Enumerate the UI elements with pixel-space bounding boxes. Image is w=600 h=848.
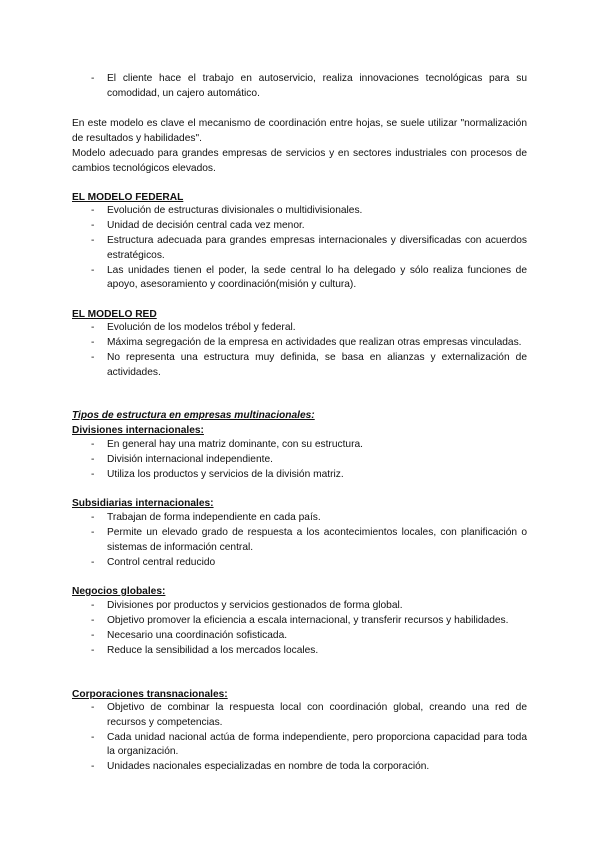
list-item	[72, 321, 527, 336]
list-item-text: Utiliza los productos y servicios de la división matriz.	[107, 468, 344, 480]
dash-bullet: -	[91, 526, 95, 538]
dash-bullet: -	[91, 614, 95, 626]
dash-bullet: -	[91, 761, 95, 773]
list-item	[72, 599, 527, 614]
list-item-text: Divisiones por productos y servicios gestionados de forma global.	[107, 600, 403, 611]
list-item-text: Necesario una coordinación sofisticada.	[107, 629, 288, 641]
dash-bullet: -	[91, 73, 95, 84]
divisiones-list	[0, 438, 600, 483]
list-item	[72, 760, 527, 775]
heading-subsidiarias: Subsidiarias internacionales:	[72, 498, 214, 509]
list-item	[72, 701, 527, 730]
list-item-text: Objetivo de combinar la respuesta local con coordinación global, creando una red de recursos y competencias.	[107, 702, 527, 728]
list-item-text: Evolución de los modelos trébol y federal.	[107, 322, 296, 333]
dash-bullet: -	[91, 219, 95, 231]
federal-list	[0, 204, 600, 293]
list-item	[72, 526, 527, 555]
dash-bullet: -	[91, 468, 95, 480]
list-item-text: Unidades nacionales especializadas en nombre de toda la corporación.	[107, 761, 430, 773]
list-item	[72, 468, 527, 483]
list-item	[72, 453, 527, 468]
negocios-list	[0, 599, 600, 659]
heading-tipos-multinacionales: Tipos de estructura en empresas multinacionales:	[72, 410, 315, 421]
list-item	[72, 351, 527, 380]
heading-corporaciones: Corporaciones transnacionales:	[72, 689, 228, 700]
list-item-text: Trabajan de forma independiente en cada país.	[107, 512, 321, 523]
dash-bullet: -	[91, 512, 95, 523]
list-item	[72, 219, 527, 234]
dash-bullet: -	[91, 702, 95, 713]
list-item	[72, 234, 527, 263]
dash-bullet: -	[91, 351, 95, 363]
list-item	[72, 204, 527, 219]
list-item-text: Cada unidad nacional actúa de forma independiente, pero proporciona capacidad para toda la organización.	[107, 731, 527, 758]
red-list	[0, 321, 600, 381]
dash-bullet: -	[91, 731, 95, 743]
dash-bullet: -	[91, 644, 95, 656]
dash-bullet: -	[91, 322, 95, 333]
subsidiarias-list	[0, 511, 600, 571]
list-item	[72, 511, 527, 526]
list-item-text: Evolución de estructuras divisionales o multidivisionales.	[107, 205, 363, 216]
list-item-text: Unidad de decisión central cada vez menor.	[107, 219, 305, 231]
list-item	[72, 556, 527, 571]
corporaciones-list	[0, 701, 600, 775]
list-item	[72, 731, 527, 760]
list-item	[72, 264, 527, 293]
heading-divisiones: Divisiones internacionales:	[72, 425, 204, 436]
heading-modelo-red: EL MODELO RED	[72, 309, 157, 320]
list-item-text: Reduce la sensibilidad a los mercados locales.	[107, 644, 319, 656]
list-item-text: No representa una estructura muy definida, se basa en alianzas y externalización de actividades.	[107, 351, 527, 378]
dash-bullet: -	[91, 556, 95, 568]
dash-bullet: -	[91, 234, 95, 246]
dash-bullet: -	[91, 205, 95, 216]
list-item-text: En general hay una matriz dominante, con su estructura.	[107, 439, 363, 450]
list-item	[72, 336, 527, 351]
dash-bullet: -	[91, 629, 95, 641]
dash-bullet: -	[91, 453, 95, 465]
list-item-text: Máxima segregación de la empresa en actividades que realizan otras empresas vinculadas.	[107, 336, 522, 348]
list-item-text: Estructura adecuada para grandes empresas internacionales y diversificadas con acuerdos estratégicos.	[107, 234, 527, 261]
dash-bullet: -	[91, 336, 95, 348]
list-item	[72, 438, 527, 453]
list-item-text: Permite un elevado grado de respuesta a los acontecimientos locales, con planificación o sistemas de información central.	[107, 526, 527, 553]
list-item-text: Control central reducido	[107, 556, 216, 568]
heading-negocios-globales: Negocios globales:	[72, 586, 166, 597]
dash-bullet: -	[91, 264, 95, 276]
list-item-text: Objetivo promover la eficiencia a escala internacional, y transferir recursos y habilidades.	[107, 614, 509, 626]
list-item	[72, 644, 527, 659]
heading-modelo-federal: EL MODELO FEDERAL	[72, 192, 184, 203]
paragraph-modelo-adecuado: Modelo adecuado para grandes empresas de servicios y en sectores industriales con procesos de cambios tecnológicos elevados.	[72, 148, 527, 174]
list-item	[72, 72, 527, 101]
list-item-text: El cliente hace el trabajo en autoservicio, realiza innovaciones tecnológicas para su comodidad, un cajero automático.	[107, 73, 527, 99]
dash-bullet: -	[91, 439, 95, 450]
paragraph-coordinacion: En este modelo es clave el mecanismo de coordinación entre hojas, se suele utilizar "normalización de resultados y habilidades".	[72, 118, 527, 144]
list-item-text: División internacional independiente.	[107, 453, 273, 465]
list-item-text: Las unidades tienen el poder, la sede central lo ha delegado y sólo realiza funciones de apoyo, asesoramiento y coordinación(misión y cultura).	[107, 264, 527, 291]
list-item	[72, 614, 527, 629]
intro-list	[0, 72, 600, 102]
list-item	[72, 629, 527, 644]
dash-bullet: -	[91, 600, 95, 611]
